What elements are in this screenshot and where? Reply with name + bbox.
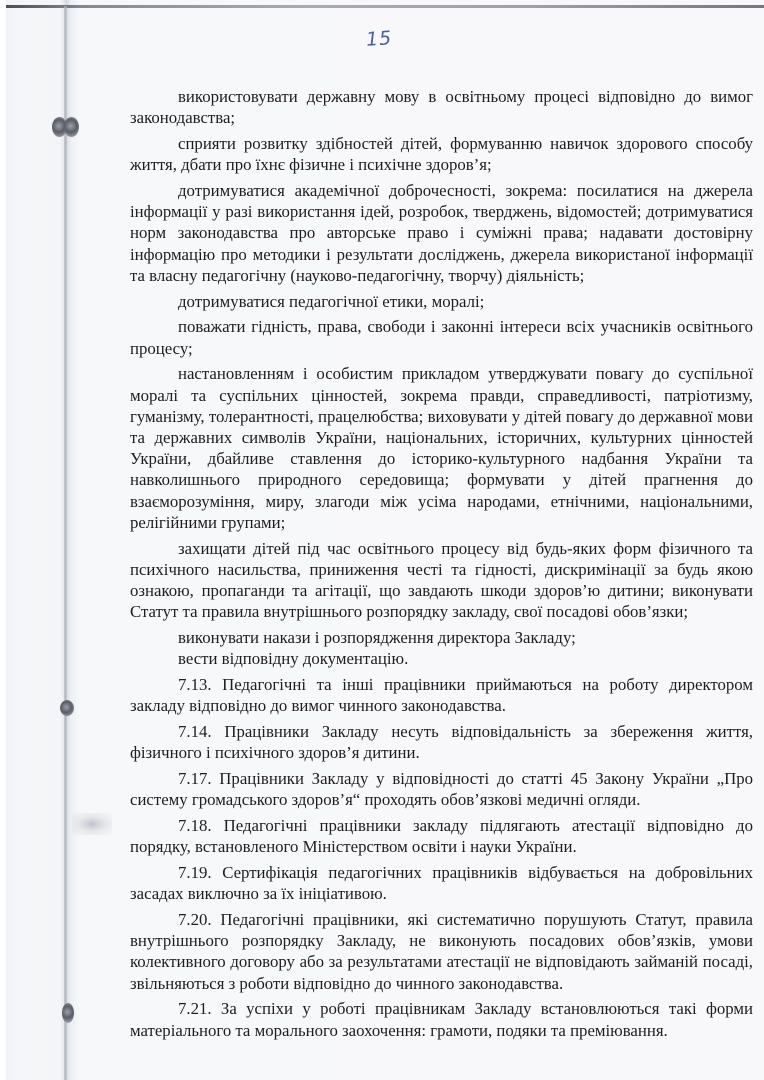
paragraph-7-20: 7.20. Педагогічні працівники, які систематично порушують Статут, правила внутрішнього розпорядку Закладу, не виконують посадових обов’язків, умови колективного договору або за результатами атестації не відповідають займаній посаді, звільняються з роботи відповідно до чинного законодавства. bbox=[130, 910, 753, 993]
paragraph-state-language: використовувати державну мову в освітньому процесі відповідно до вимог законодавства; bbox=[130, 87, 753, 128]
paragraph-director-orders: виконувати накази і розпорядження директора Закладу; bbox=[178, 628, 576, 648]
ink-stain bbox=[72, 813, 112, 835]
binder-hole-icon bbox=[64, 117, 79, 137]
paragraph-7-19: 7.19. Сертифікація педагогічних працівників відбувається на добровільних засадах виключно за їх ініціативою. bbox=[130, 863, 753, 904]
paragraph-7-14: 7.14. Працівники Закладу несуть відповідальність за збереження життя, фізичного і психічного здоров’я дитини. bbox=[130, 722, 753, 763]
page-top-edge bbox=[6, 5, 764, 8]
page-left-edge bbox=[0, 0, 6, 1080]
binding-fold-line bbox=[64, 6, 67, 1080]
paragraph-7-18: 7.18. Педагогічні працівники закладу підлягають атестації відповідно до порядку, встановленого Міністерством освіти і науки України. bbox=[130, 816, 753, 857]
binder-hole-top bbox=[52, 117, 82, 139]
paragraph-protect-children: захищати дітей під час освітнього процесу від будь-яких форм фізичного та психічного насильства, приниження честі та гідності, дискримінації за будь якою ознакою, пропаганди та агітації, що завдають шкоди здоров’ю дитини; виконувати Статут та правила внутрішнього розпорядку закладу, свої посадові обов’язки; bbox=[130, 538, 753, 622]
paragraph-academic-integrity: дотримуватися академічної доброчесності, зокрема: посилатися на джерела інформації у разі використання ідей, розробок, тверджень, відомостей; дотримуватися норм законодавства про авторське право і суміжні права; надавати достовірну інформацію про методики і результати досліджень, джерела використаної інформації та власну педагогічну (науково-педагогічну, творчу) діяльність; bbox=[130, 181, 753, 285]
binder-hole-bottom bbox=[62, 1003, 74, 1023]
paragraph-documentation: вести відповідну документацію. bbox=[178, 649, 409, 669]
paragraph-7-21: 7.21. За успіхи у роботі працівникам Закладу встановлюються такі форми матеріального та морального заохочення: грамоти, подяки та преміювання. bbox=[130, 999, 753, 1040]
binder-hole-middle bbox=[60, 700, 74, 716]
paragraph-moral-values: настановленням і особистим прикладом утверджувати повагу до суспільної моралі та суспільних цінностей, зокрема правди, справедливості, патріотизму, гуманізму, толерантності, працелюбства; виховувати у дітей повагу до державної мови та державних символів України, національних, історичних, культурних цінностей України, дбайливе ставлення до історико-культурного надбання України та навколишнього природного середовища; формувати у дітей прагнення до взаєморозуміння, миру, злагоди між усіма народами, етнічними, національними, релігійними групами; bbox=[130, 364, 753, 532]
paragraph-7-13: 7.13. Педагогічні та інші працівники приймаються на роботу директором закладу відповідно до вимог чинного законодавства. bbox=[130, 675, 753, 716]
paragraph-7-17: 7.17. Працівники Закладу у відповідності до статті 45 Закону України „Про систему громадського здоров’я“ проходять обов’язкові медичні огляди. bbox=[130, 769, 753, 810]
handwritten-page-number: 15 bbox=[365, 27, 393, 51]
paragraph-child-health: сприяти розвитку здібностей дітей, формуванню навичок здорового способу життя, дбати про їхнє фізичне і психічне здоров’я; bbox=[130, 134, 753, 175]
document-body bbox=[130, 86, 753, 1045]
paragraph-pedagogical-ethics: дотримуватися педагогічної етики, моралі; bbox=[178, 291, 485, 311]
paragraph-respect-dignity: поважати гідність, права, свободи і законні інтереси всіх учасників освітнього процесу; bbox=[130, 317, 753, 358]
